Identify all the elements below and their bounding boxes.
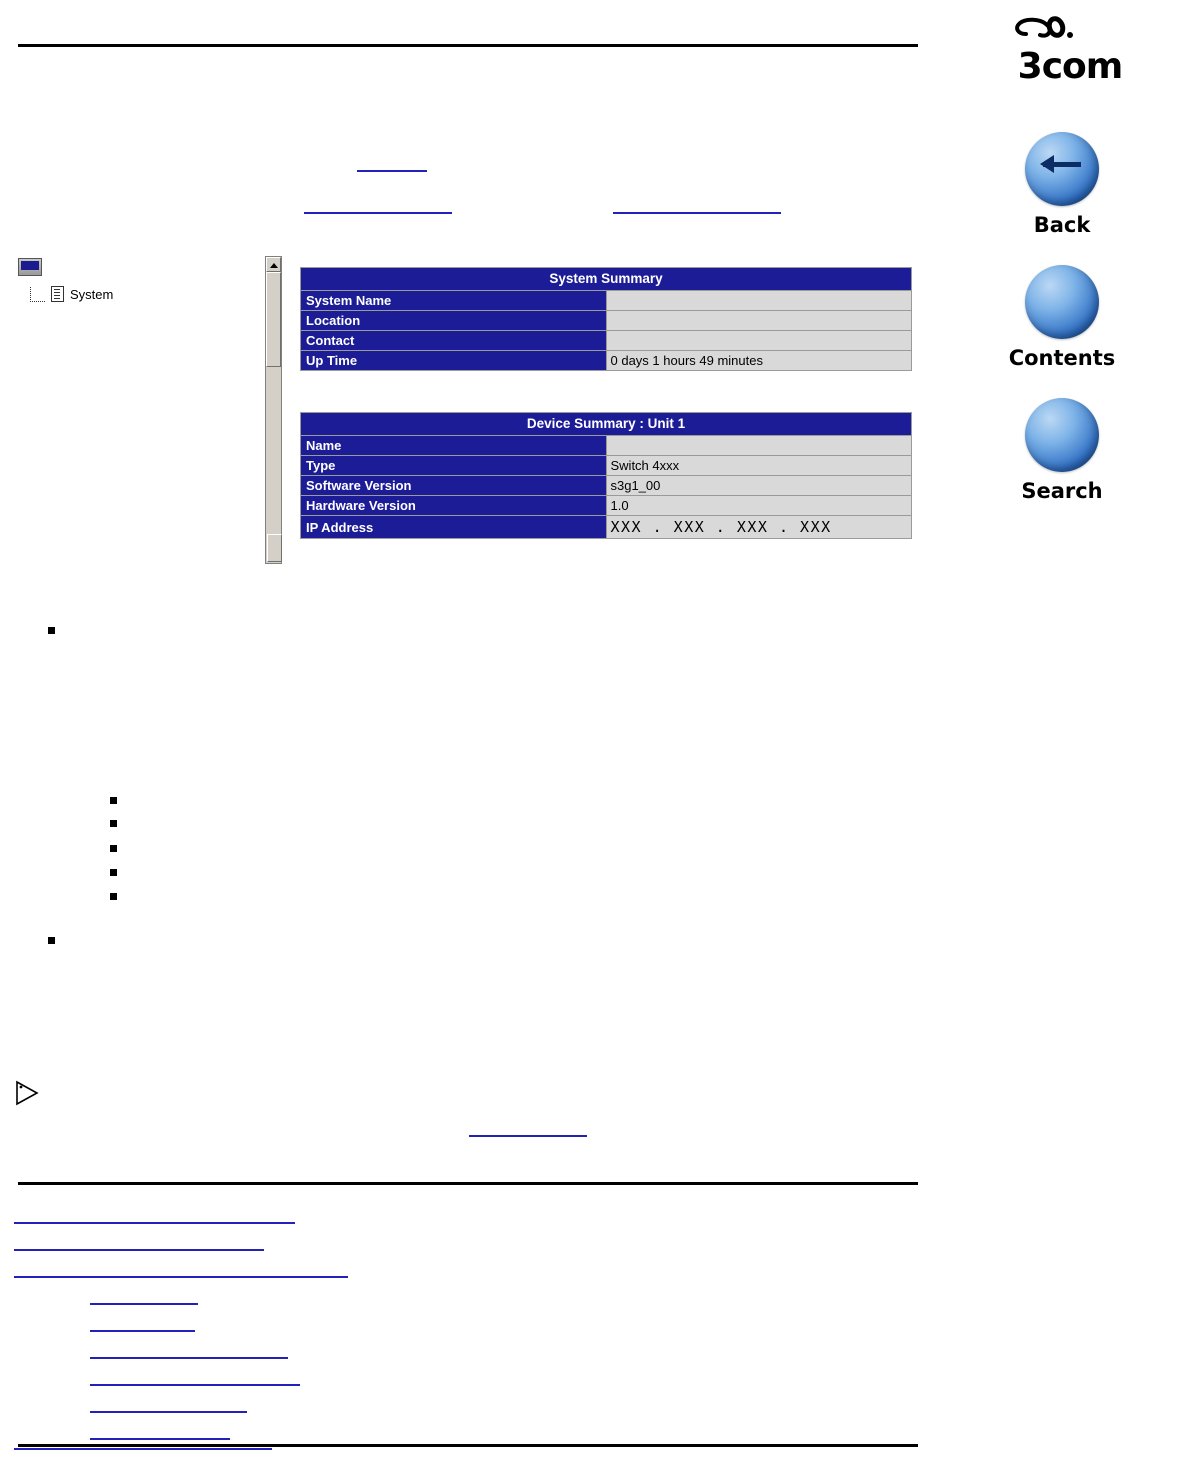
index-link-6[interactable]: [90, 1357, 288, 1359]
index-link-9[interactable]: [90, 1438, 230, 1440]
bullet-level1-a: [48, 627, 55, 634]
bullet-level2-e: [110, 893, 117, 900]
system-summary-table: [300, 267, 912, 371]
bullet-level2-b: [110, 820, 117, 827]
navigation-tree[interactable]: [18, 258, 218, 302]
rule-footer-lower: [18, 1444, 918, 1447]
row-key: System Name: [301, 291, 607, 311]
ip-address-value: XXX . XXX . XXX . XXX: [610, 518, 832, 536]
navigation-rail: [940, 0, 1184, 1459]
index-link-5[interactable]: [90, 1330, 195, 1332]
nav-search-button[interactable]: [940, 398, 1184, 503]
index-link-8[interactable]: [90, 1411, 247, 1413]
row-key: Hardware Version: [301, 496, 607, 516]
system-summary-caption: System Summary: [301, 268, 912, 291]
scroll-thumb-lower[interactable]: [267, 534, 282, 562]
table-row: [301, 516, 912, 539]
back-arrow-icon[interactable]: [1025, 132, 1099, 206]
link-note[interactable]: [469, 1135, 587, 1137]
row-key: Software Version: [301, 476, 607, 496]
vertical-scrollbar[interactable]: [265, 256, 282, 564]
table-row: [301, 436, 912, 456]
row-value: [606, 436, 912, 456]
row-key: Location: [301, 311, 607, 331]
nav-contents-label: Contents: [1008, 346, 1116, 370]
nav-contents-button[interactable]: [940, 265, 1184, 370]
nav-back-label: Back: [1033, 213, 1091, 237]
bullet-level2-a: [110, 797, 117, 804]
row-value: Switch 4xxx: [606, 456, 912, 476]
index-link-3[interactable]: [14, 1276, 348, 1278]
tree-connector: [30, 287, 45, 302]
index-link-1[interactable]: [14, 1222, 295, 1224]
table-row: [301, 456, 912, 476]
tree-item-system[interactable]: [30, 286, 218, 302]
page-icon: [51, 286, 64, 302]
device-summary-caption: Device Summary : Unit 1: [301, 413, 912, 436]
row-key: Up Time: [301, 351, 607, 371]
row-value: 0 days 1 hours 49 minutes: [606, 351, 912, 371]
row-value: [606, 291, 912, 311]
row-key: IP Address: [301, 516, 607, 539]
tree-item-system-label: System: [70, 286, 114, 302]
note-pointer-icon: [14, 1078, 42, 1108]
row-key: Name: [301, 436, 607, 456]
link-right[interactable]: [613, 212, 781, 214]
3com-swirl-icon: [1000, 14, 1140, 48]
nav-search-label: Search: [1021, 479, 1103, 503]
index-link-2[interactable]: [14, 1249, 264, 1251]
logo-wordmark: 3com: [1017, 46, 1123, 87]
row-value: [606, 311, 912, 331]
search-icon[interactable]: [1025, 398, 1099, 472]
device-icon: [18, 258, 42, 276]
table-row: [301, 476, 912, 496]
bullet-level1-b: [48, 937, 55, 944]
link-left[interactable]: [304, 212, 452, 214]
index-link-4[interactable]: [90, 1303, 198, 1305]
scroll-up-arrow-icon[interactable]: [266, 257, 281, 272]
row-value: 1.0: [606, 496, 912, 516]
row-value: [606, 331, 912, 351]
row-value-ip: [606, 516, 912, 539]
contents-icon[interactable]: [1025, 265, 1099, 339]
row-key: Type: [301, 456, 607, 476]
brand-logo: [1000, 14, 1140, 86]
row-value: s3g1_00: [606, 476, 912, 496]
table-row: [301, 311, 912, 331]
index-link-10[interactable]: [14, 1448, 272, 1450]
device-summary-table: [300, 412, 912, 539]
rule-footer-upper: [18, 1182, 918, 1185]
table-row: [301, 496, 912, 516]
table-row: [301, 351, 912, 371]
table-row: [301, 291, 912, 311]
bullet-level2-d: [110, 869, 117, 876]
rule-top: [18, 44, 918, 47]
link-top[interactable]: [357, 170, 427, 172]
table-row: [301, 331, 912, 351]
bullet-level2-c: [110, 845, 117, 852]
index-link-7[interactable]: [90, 1384, 300, 1386]
row-key: Contact: [301, 331, 607, 351]
nav-back-button[interactable]: [940, 132, 1184, 237]
scroll-thumb[interactable]: [266, 272, 281, 367]
